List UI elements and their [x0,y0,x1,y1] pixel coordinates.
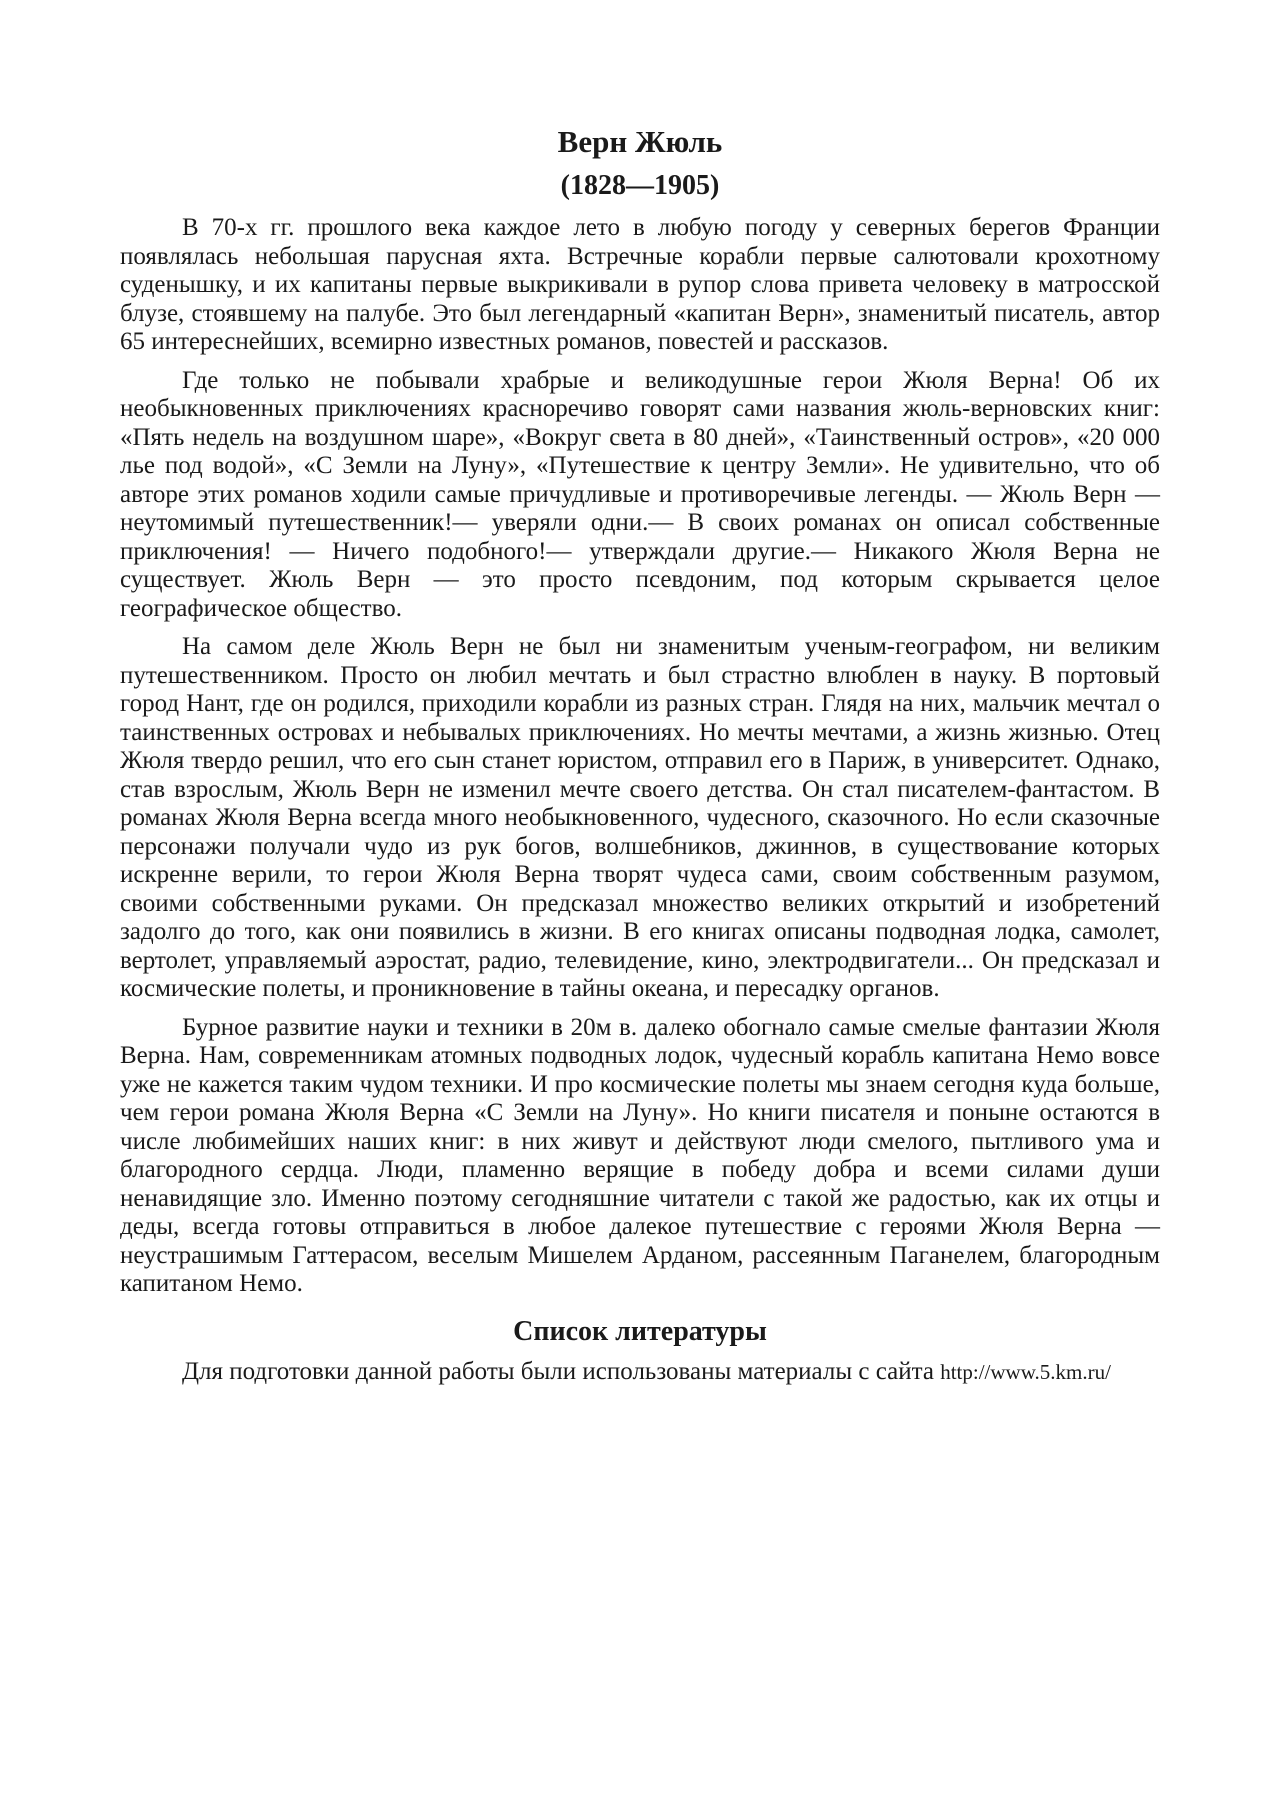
paragraph-3: На самом деле Жюль Верн не был ни знаменитым ученым-географом, ни великим путешественником. Просто он любил мечтать и был страстно влюблен в науку. В портовый город Нант, где он родился, приходили корабли из разных стран. Глядя на них, мальчик мечтал о таинственных островах и небывалых приключениях. Но мечты мечтами, а жизнь жизнью. Отец Жюля твердо решил, что его сын станет юристом, отправил его в Париж, в университет. Однако, став взрослым, Жюль Верн не изменил мечте своего детства. Он стал писателем-фантастом. В романах Жюля Верна всегда много необыкновенного, чудесного, сказочного. Но если сказочные персонажи получали чудо из рук богов, волшебников, джиннов, в существование которых искренне верили, то герои Жюля Верна творят чудеса сами, своим собственным разумом, своими собственными руками. Он предсказал множество великих открытий и изобретений задолго до того, как они появились в жизни. В его книгах описаны подводная лодка, самолет, вертолет, управляемый аэростат, радио, телевидение, кино, электродвигатели... Он предсказал и космические полеты, и проникновение в тайны океана, и пересадку органов. [120,633,1160,1002]
references-sentence: Для подготовки данной работы были использованы материалы с сайта [182,1357,941,1385]
references-text [120,1357,1160,1387]
source-link[interactable]: http://www.5.km.ru/ [940,1359,1111,1384]
paragraph-4: Бурное развитие науки и техники в 20м в. далеко обогнало самые смелые фантазии Жюля Верна. Нам, современникам атомных подводных лодок, чудесный корабль капитана Немо вовсе уже не кажется таким чудом техники. И про космические полеты мы знаем сегодня куда больше, чем герои романа Жюля Верна «С Земли на Луну». Но книги писателя и поныне остаются в числе любимейших наших книг: в них живут и действуют люди смелого, пытливого ума и благородного сердца. Люди, пламенно верящие в победу добра и всеми силами души ненавидящие зло. Именно поэтому сегодняшние читатели с такой же радостью, как их отцы и деды, всегда готовы отправиться в любое далекое путешествие с героями Жюля Верна — неустрашимым Гаттерасом, веселым Мишелем Арданом, рассеянным Паганелем, благородным капитаном Немо. [120,1013,1160,1297]
paragraph-2: Где только не побывали храбрые и великодушные герои Жюля Верна! Об их необыкновенных приключениях красноречиво говорят сами названия жюль-верновских книг: «Пять недель на воздушном шаре», «Вокруг света в 80 дней», «Таинственный остров», «20 000 лье под водой», «С Земли на Луну», «Путешествие к центру Земли». Не удивительно, что об авторе этих романов ходили самые причудливые и противоречивые легенды. — Жюль Верн — неутомимый путешественник!— уверяли одни.— В своих романах он описал собственные приключения! — Ничего подобного!— утверждали другие.— Никакого Жюля Верна не существует. Жюль Верн — это просто псевдоним, под которым скрывается целое географическое общество. [120,366,1160,622]
document-page [120,120,1160,1387]
author-years: (1828—1905) [560,170,720,201]
references-heading: Список литературы [513,1315,767,1347]
document-title: Верн Жюль [557,124,723,159]
paragraph-1: В 70-х гг. прошлого века каждое лето в любую погоду у северных берегов Франции появлялась небольшая парусная яхта. Встречные корабли первые салютовали крохотному суденышку, и их капитаны первые выкрикивали в рупор слова привета человеку в матросской блузе, стоявшему на палубе. Это был легендарный «капитан Верн», знаменитый писатель, автор 65 интереснейших, всемирно известных романов, повестей и рассказов. [120,214,1160,355]
